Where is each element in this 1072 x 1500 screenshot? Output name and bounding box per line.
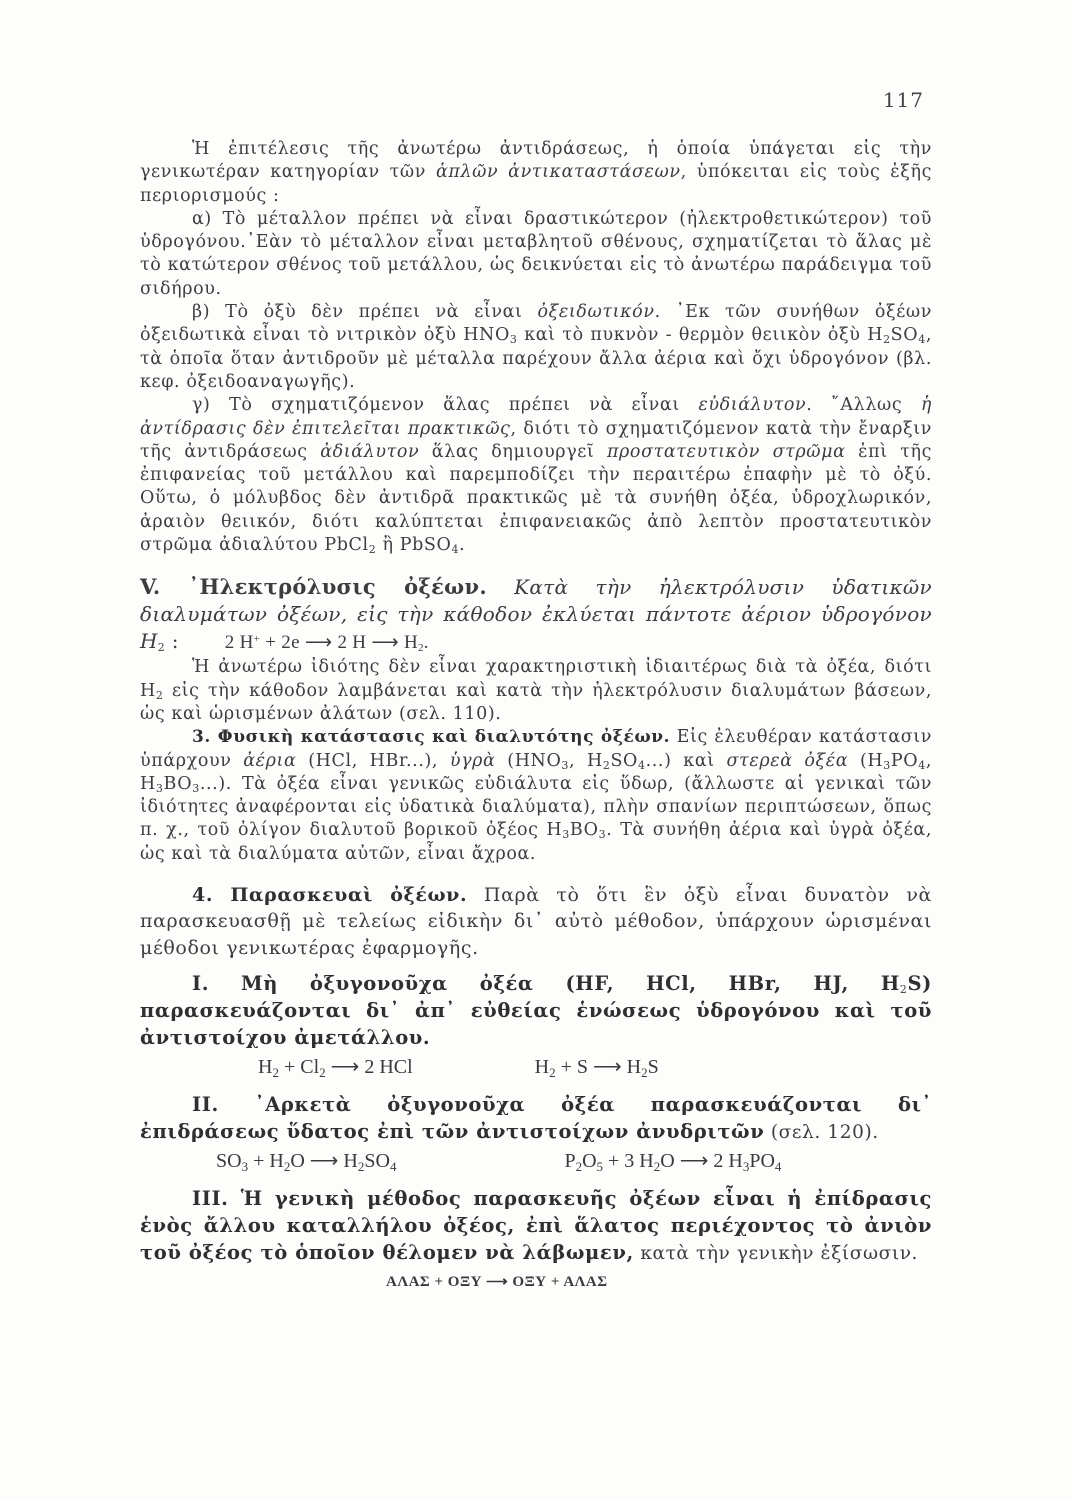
conjunction: ἢ (376, 535, 400, 556)
section-3-paragraph (140, 726, 932, 866)
equation-part: + 3 H (603, 1149, 654, 1172)
section-4-text: Παρὰ τὸ ὅτι ἓν ὀξὺ εἶναι δυνατὸν νὰ παρασκευασθῇ μὲ τελείως εἰδικὴν δι᾿ αὐτὸ μέθοδον, ὑπάρχουν ὡρισμέναι μέθοδοι γενικωτέρας ἐφαρμογῆς. (140, 884, 932, 959)
subscript: 2 (899, 982, 908, 996)
formula: BO (163, 773, 193, 794)
condition-c-emphasis-2: ἡ ἀντίδρασις δὲν ἐπιτελεῖται πρακτικῶς (140, 395, 932, 439)
subscript: 2 (549, 1064, 556, 1080)
equation-1 (258, 1052, 932, 1082)
superscript: + (253, 633, 261, 646)
equation-part: + Cl (278, 1055, 320, 1078)
equation-part: + S ⟶ H (555, 1055, 642, 1078)
formula-h2so4-part: SO (890, 325, 919, 346)
subscript: 2 (883, 333, 891, 347)
formula-h2so4: H (867, 325, 884, 346)
intro-text: Ἡ ἐπιτέλεσις τῆς ἀνωτέρω ἀντιδράσεως, ἡ ὁποία ὑπάγεται εἰς τὴν γενικωτέραν κατηγορίαν τῶν (140, 139, 932, 183)
method-2-reference: (σελ. 120). (764, 1121, 879, 1143)
condition-b-emphasis: ὀξειδωτικόν (537, 302, 655, 323)
equation-part: O ⟶ H (290, 1149, 358, 1172)
section-v-tail: εἰς τὴν κάθοδον λαμβάνεται καὶ κατὰ τὴν ἠλεκτρόλυσιν διαλυμάτων βάσεων, ὡς καὶ ὡρισμένων ἀλάτων (σελ. 110). (140, 680, 932, 724)
method-1-text: I. Μὴ ὀξυγονοῦχα ὀξέα (HF, HCl, HBr, HJ, H (192, 971, 900, 995)
equation-part: S (647, 1055, 659, 1078)
subscript: 2 (357, 1158, 365, 1174)
condition-b-text-3: καὶ τὸ πυκνὸν - θερμὸν θειικὸν ὀξὺ (517, 325, 868, 346)
condition-c-emphasis-3: ἀδιάλυτον (320, 441, 420, 462)
electrolysis-equation (225, 632, 429, 653)
intro-emphasis: ἁπλῶν ἀντικαταστάσεων (435, 162, 681, 183)
section-v-text: Ἡ ἀνωτέρω ἰδιότης δὲν εἶναι χαρακτηριστικὴ ἰδιαιτέρως διὰ τὰ ὀξέα, διότι (192, 657, 932, 678)
section-3-text: ...) καὶ (645, 750, 727, 771)
method-3-tail: κατὰ τὴν γενικὴν ἐξίσωσιν. (633, 1242, 919, 1264)
formula: , H (569, 750, 603, 771)
equation-part: SO (216, 1149, 242, 1172)
subscript: 2 (641, 1064, 648, 1080)
method-2 (140, 1092, 932, 1146)
equation-part: H (534, 1055, 550, 1078)
section-v-paragraph (140, 656, 932, 726)
section-4-title: 4. Παρασκευαὶ ὀξέων. (192, 884, 468, 907)
subscript: 3 (192, 781, 200, 795)
emphasis-solid-acids: στερεὰ ὀξέα (726, 750, 849, 771)
section-3-text: ...). Τὰ ὀξέα εἶναι γενικῶς εὐδιάλυτα εἰς ὕδωρ, (ἄλλωστε αἱ γενικαὶ τῶν ἰδιότητες ἀναφέρονται εἰς ὑδατικὰ διαλύματα), πλὴν σπανίων περιπτώσεων, ὅπως π. χ., τοῦ ὀλίγον διαλυτοῦ βορικοῦ ὀξέος (140, 773, 932, 841)
subscript: 4 (389, 1158, 397, 1174)
section-v-title: V. ᾿Ηλεκτρόλυσις ὀξέων. (140, 574, 487, 600)
page-number: 117 (882, 88, 924, 112)
method-3-text: III. Ἡ γενικὴ μέθοδος παρασκευῆς ὀξέων εἶναι ἡ ἐπίδρασις ἑνὸς ἄλλου καταλλήλου ὀξέος, ἐπὶ ἅλατος περιέχοντος τὸ ἀνιὸν τοῦ ὀξέος τὸ ὁποῖον θέλομεν νὰ λάβωμεν, (140, 1186, 932, 1264)
equation-1b (535, 1056, 659, 1078)
method-1 (140, 971, 932, 1052)
subscript: 2 (602, 758, 611, 772)
section-v-statement: Κατὰ τὴν ἠλεκτρόλυσιν ὑδατικῶν διαλυμάτων ὀξέων, εἰς τὴν κάθοδον ἐκλύεται πάντοτε ἀέριον ὑδρογόνον (140, 575, 932, 627)
period: . (459, 535, 466, 556)
subscript: 3 (562, 828, 570, 842)
equation-part: H (258, 1055, 273, 1078)
subscript: 2 (155, 688, 164, 702)
subscript: 5 (596, 1158, 604, 1174)
subscript: 3 (561, 758, 570, 772)
subscript: 2 (417, 642, 424, 655)
formula-hno3: HNO (463, 325, 510, 346)
subscript: 2 (368, 543, 377, 557)
section-4-paragraph (140, 882, 932, 961)
subscript: 4 (918, 333, 926, 347)
equation-part: + 2e ⟶ 2 H ⟶ H (260, 632, 418, 654)
subscript: 3 (155, 781, 164, 795)
intro-paragraph (140, 138, 932, 208)
equation-part: O ⟶ 2 H (660, 1149, 743, 1172)
subscript: 4 (451, 543, 460, 557)
method-2-text: II. ᾿Αρκετὰ ὀξυγονοῦχα ὀξέα παρασκευάζονται δι᾿ ἐπιδράσεως ὕδατος ἐπὶ τῶν ἀντιστοίχων ἀνυδριτῶν (140, 1092, 932, 1143)
emphasis-liquids: ὑγρὰ (449, 750, 496, 771)
subscript: 4 (918, 758, 926, 772)
equation-part: PO (749, 1149, 775, 1172)
period: . (423, 632, 429, 654)
subscript: 3 (241, 1158, 249, 1174)
subscript: 2 (157, 641, 166, 655)
condition-b-tail: , τὰ ὁποῖα ὅταν ἀντιδροῦν μὲ μέταλλα παρέχουν ἄλλα ἀέρια καὶ ὄχι ὑδρογόνον (βλ. κεφ. ὀξειδοαναγωγῆς). (140, 325, 932, 392)
formula: (HNO (495, 750, 562, 771)
formula-h3bo3: H (546, 820, 563, 841)
formula-h2: H (140, 629, 158, 654)
equation-part: ⟶ 2 HCl (325, 1055, 413, 1078)
condition-c-text-5: ἐπὶ τῆς ἐπιφανείας τοῦ μετάλλου καὶ παρεμποδίζει τὴν περαιτέρω ἐπαφὴν μὲ τὸ ὀξύ. Οὕτω, ὁ μόλυβδος δὲν ἀντιδρᾶ πρακτικῶς μὲ τὰ συνήθη ὀξέα, ὑδροχλωρικόν, ἀραιὸν θειικόν, διότι καλύπτεται ἐπιφανειακῶς ἀπὸ λεπτὸν προστατευτικὸν στρῶμα ἀδιαλύτου (140, 441, 932, 556)
subscript: 2 (272, 1064, 279, 1080)
condition-b-text-2: . ᾿Εκ τῶν συνήθων ὀξέων ὀξειδωτικὰ εἶναι τὸ νιτρικὸν ὀξὺ (140, 302, 932, 346)
subscript: 2 (283, 1158, 291, 1174)
formula-pbso4: PbSO (399, 535, 452, 556)
emphasis-gases: ἀέρια (243, 750, 297, 771)
subscript: 2 (575, 1158, 583, 1174)
section-3-title: 3. Φυσικὴ κατάστασις καὶ διαλυτότης ὀξέων. (192, 727, 671, 748)
condition-c-text: γ) Τὸ σχηματιζόμενον ἅλας πρέπει νὰ εἶναι (192, 395, 699, 416)
condition-c-text-4: ἅλας δημιουργεῖ (419, 441, 607, 462)
equation-part: 2 H (224, 632, 254, 654)
equation-part: SO (364, 1149, 390, 1172)
condition-b-text: β) Τὸ ὀξὺ δὲν πρέπει νὰ εἶναι (192, 302, 538, 323)
condition-c-emphasis-4: προστατευτικὸν στρῶμα (606, 441, 846, 462)
subscript: 3 (509, 333, 518, 347)
colon: : (165, 629, 179, 654)
equation-2 (216, 1146, 932, 1176)
equation-part: P (564, 1149, 576, 1172)
subscript: 3 (742, 1158, 750, 1174)
formula: PO (890, 750, 919, 771)
condition-c-text-2: . ῎Αλλως (806, 395, 921, 416)
formula: , H (140, 750, 932, 794)
condition-b (140, 301, 932, 394)
formula-h2: H (140, 680, 156, 701)
formula-pbcl2: PbCl (324, 535, 369, 556)
method-1-text-2: S) παρασκευάζονται δι᾿ ἀπ᾿ εὐθείας ἑνώσεως ὑδρογόνου καὶ τοῦ ἀντιστοίχου ἀμετάλλου. (140, 971, 932, 1049)
method-3 (140, 1186, 932, 1267)
formula: BO (569, 820, 599, 841)
section-3-text: Εἰς ἐλευθέραν κατάστασιν ὑπάρχουν (140, 727, 932, 771)
subscript: 4 (774, 1158, 782, 1174)
subscript: 3 (883, 758, 891, 772)
equation-part: + H (248, 1149, 284, 1172)
condition-c (140, 394, 932, 557)
subscript: 2 (653, 1158, 661, 1174)
general-equation: ΑΛΑΣ + ΟΞΥ ⟶ ΟΞΥ + ΑΛΑΣ (386, 1273, 608, 1290)
section-3-tail: . Τὰ συνήθη ἀέρια καὶ ὑγρὰ ὀξέα, ὡς καὶ τὰ διαλύματα αὐτῶν, εἶναι ἄχροα. (140, 820, 932, 864)
condition-c-text-3: , διότι τὸ σχηματιζόμενον κατὰ τὴν ἔναρξιν τῆς ἀντιδράσεως (140, 418, 932, 462)
condition-c-emphasis: εὐδιάλυτον (698, 395, 807, 416)
subscript: 3 (598, 828, 607, 842)
formula: (H (848, 750, 884, 771)
section-v-heading (140, 573, 932, 656)
intro-tail: , ὑπόκειται εἰς τοὺς ἑξῆς περιορισμούς : (140, 162, 932, 206)
subscript: 4 (638, 758, 646, 772)
equation-part: O (582, 1149, 597, 1172)
subscript: 2 (319, 1064, 326, 1080)
formula: SO (610, 750, 638, 771)
equation-2b (564, 1150, 781, 1172)
condition-a: α) Τὸ μέταλλον πρέπει νὰ εἶναι δραστικώτερον (ἠλεκτροθετικώτερον) τοῦ ὑδρογόνου.᾿Εὰν τὸ μέταλλον εἶναι μεταβλητοῦ σθένους, σχηματίζεται τὸ ἅλας μὲ τὸ κατώτερον σθένος τοῦ μετάλλου, ὡς δεικνύεται εἰς τὸ ἀνωτέρω παράδειγμα τοῦ σιδήρου. (140, 208, 932, 299)
section-3-text: (HCl, HBr...), (296, 750, 450, 771)
page-body (140, 138, 932, 1297)
